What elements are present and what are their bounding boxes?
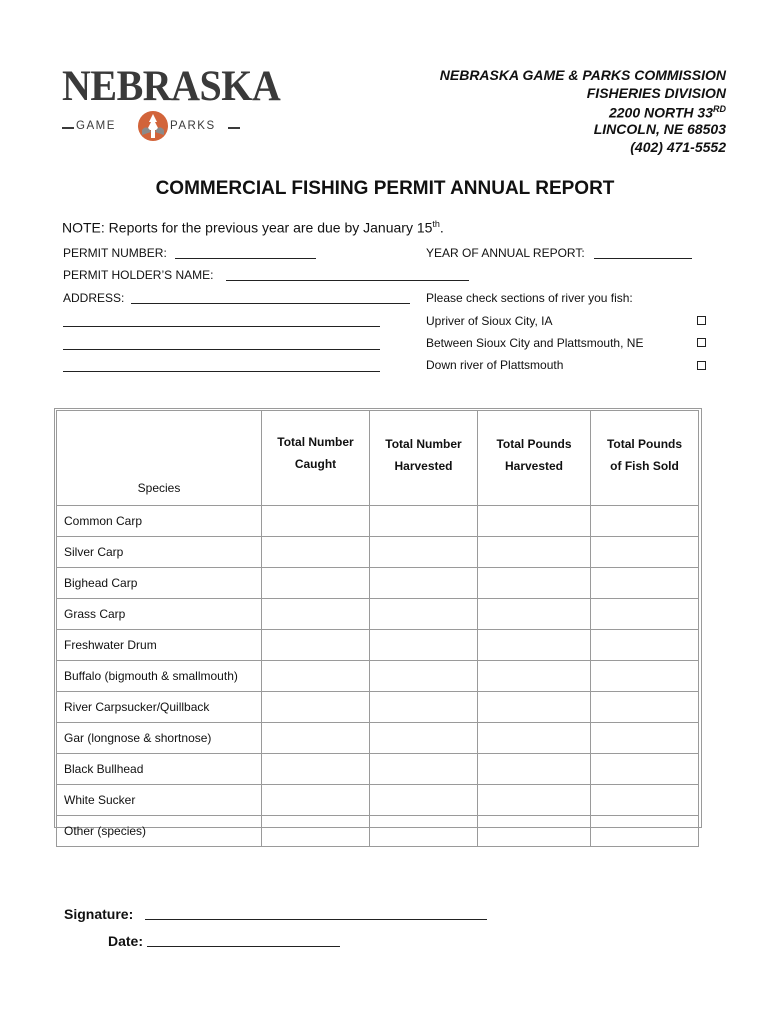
harvested-cell[interactable] [370, 661, 478, 692]
pounds-harvested-cell[interactable] [478, 506, 591, 537]
permit-number-label: PERMIT NUMBER: [63, 246, 167, 260]
address-field-line-3[interactable] [63, 349, 380, 350]
logo-parks-text: PARKS [170, 120, 216, 132]
species-cell: Grass Carp [57, 599, 262, 630]
col-header-pounds-sold [591, 411, 699, 506]
col-header-pounds-harvested-line1: Total Pounds [496, 437, 572, 451]
species-cell: Bighead Carp [57, 568, 262, 599]
harvested-cell[interactable] [370, 754, 478, 785]
species-cell: Other (species) [57, 816, 262, 847]
harvest-table [56, 410, 699, 847]
river-option-label: Upriver of Sioux City, IA [426, 314, 553, 328]
pounds-sold-cell[interactable] [591, 816, 699, 847]
species-cell: White Sucker [57, 785, 262, 816]
river-option-label: Down river of Plattsmouth [426, 358, 564, 372]
river-option-checkbox[interactable] [697, 316, 706, 325]
col-header-species: Species [57, 411, 262, 506]
species-cell: River Carpsucker/Quillback [57, 692, 262, 723]
caught-cell[interactable] [262, 692, 370, 723]
table-row [57, 723, 699, 754]
caught-cell[interactable] [262, 599, 370, 630]
pounds-harvested-cell[interactable] [478, 754, 591, 785]
river-prompt: Please check sections of river you fish: [426, 291, 633, 305]
col-header-harvested-line2: Harvested [394, 459, 453, 473]
caught-cell[interactable] [262, 537, 370, 568]
header-org: NEBRASKA GAME & PARKS COMMISSION [439, 67, 726, 83]
table-row [57, 785, 699, 816]
river-option-label: Between Sioux City and Plattsmouth, NE [426, 336, 644, 350]
holder-name-label: PERMIT HOLDER’S NAME: [63, 268, 214, 282]
pounds-harvested-cell[interactable] [478, 723, 591, 754]
header-street [609, 100, 726, 122]
pounds-sold-cell[interactable] [591, 785, 699, 816]
harvested-cell[interactable] [370, 723, 478, 754]
logo-game-text: GAME [76, 120, 116, 132]
harvested-cell[interactable] [370, 599, 478, 630]
col-header-harvested [370, 411, 478, 506]
year-field[interactable] [594, 258, 692, 259]
due-note-end: . [439, 219, 444, 236]
pounds-harvested-cell[interactable] [478, 599, 591, 630]
col-header-harvested-line1: Total Number [385, 437, 462, 451]
address-field-line-4[interactable] [63, 371, 380, 372]
harvested-cell[interactable] [370, 537, 478, 568]
table-row [57, 568, 699, 599]
table-row [57, 692, 699, 723]
pounds-sold-cell[interactable] [591, 723, 699, 754]
col-header-pounds-harvested [478, 411, 591, 506]
table-row [57, 599, 699, 630]
header-division: FISHERIES DIVISION [586, 85, 726, 101]
species-cell: Freshwater Drum [57, 630, 262, 661]
address-field-line-2[interactable] [63, 326, 380, 327]
header-phone: (402) 471-5552 [630, 139, 726, 155]
pounds-harvested-cell[interactable] [478, 661, 591, 692]
table-header-row [57, 411, 699, 506]
pounds-sold-cell[interactable] [591, 568, 699, 599]
col-header-caught [262, 411, 370, 506]
pounds-sold-cell[interactable] [591, 630, 699, 661]
pounds-sold-cell[interactable] [591, 692, 699, 723]
pounds-harvested-cell[interactable] [478, 816, 591, 847]
page-title: COMMERCIAL FISHING PERMIT ANNUAL REPORT [155, 178, 615, 199]
pounds-sold-cell[interactable] [591, 754, 699, 785]
due-note-text: NOTE: Reports for the previous year are due by January 15 [62, 219, 433, 236]
signature-field[interactable] [145, 919, 487, 920]
logo-dash-left [62, 127, 74, 129]
pounds-sold-cell[interactable] [591, 599, 699, 630]
address-field-line-1[interactable] [131, 303, 410, 304]
caught-cell[interactable] [262, 661, 370, 692]
river-option-checkbox[interactable] [697, 338, 706, 347]
permit-number-field[interactable] [175, 258, 316, 259]
table-row [57, 537, 699, 568]
caught-cell[interactable] [262, 506, 370, 537]
harvested-cell[interactable] [370, 506, 478, 537]
pounds-harvested-cell[interactable] [478, 785, 591, 816]
date-label: Date: [108, 933, 144, 949]
pounds-harvested-cell[interactable] [478, 537, 591, 568]
table-row [57, 816, 699, 847]
holder-name-field[interactable] [226, 280, 469, 281]
nebraska-game-parks-logo [62, 60, 281, 142]
harvested-cell[interactable] [370, 785, 478, 816]
header-street-sup: RD [713, 104, 726, 114]
col-header-caught-line2: Caught [294, 457, 337, 471]
table-row [57, 630, 699, 661]
table-row [57, 506, 699, 537]
logo-emblem-icon [137, 110, 169, 142]
harvested-cell[interactable] [370, 630, 478, 661]
species-cell: Silver Carp [57, 537, 262, 568]
due-note [62, 219, 444, 236]
pounds-harvested-cell[interactable] [478, 692, 591, 723]
species-cell: Black Bullhead [57, 754, 262, 785]
logo-dash-right [228, 127, 240, 129]
species-cell: Common Carp [57, 506, 262, 537]
caught-cell[interactable] [262, 630, 370, 661]
caught-cell[interactable] [262, 816, 370, 847]
col-header-pounds-harvested-line2: Harvested [504, 459, 564, 473]
pounds-sold-cell[interactable] [591, 537, 699, 568]
logo-subline [62, 110, 244, 142]
pounds-harvested-cell[interactable] [478, 568, 591, 599]
harvested-cell[interactable] [370, 692, 478, 723]
year-label: YEAR OF ANNUAL REPORT: [426, 246, 585, 260]
address-label: ADDRESS: [63, 291, 125, 305]
caught-cell[interactable] [262, 723, 370, 754]
col-header-caught-line1: Total Number [277, 435, 354, 449]
signature-label: Signature: [64, 906, 134, 922]
caught-cell[interactable] [262, 568, 370, 599]
date-field[interactable] [147, 946, 340, 947]
species-cell: Gar (longnose & shortnose) [57, 723, 262, 754]
col-header-pounds-sold-line2: of Fish Sold [610, 459, 679, 473]
harvested-cell[interactable] [370, 816, 478, 847]
harvested-cell[interactable] [370, 568, 478, 599]
header-street-text: 2200 NORTH 33 [608, 104, 713, 121]
river-option-checkbox[interactable] [697, 361, 706, 370]
caught-cell[interactable] [262, 785, 370, 816]
species-cell: Buffalo (bigmouth & smallmouth) [57, 661, 262, 692]
caught-cell[interactable] [262, 754, 370, 785]
table-row [57, 661, 699, 692]
header-city: LINCOLN, NE 68503 [593, 121, 726, 137]
logo-wordmark: NEBRASKA [62, 60, 281, 110]
pounds-harvested-cell[interactable] [478, 630, 591, 661]
col-header-pounds-sold-line1: Total Pounds [606, 437, 683, 451]
pounds-sold-cell[interactable] [591, 506, 699, 537]
pounds-sold-cell[interactable] [591, 661, 699, 692]
table-row [57, 754, 699, 785]
due-note-sup: th [432, 219, 440, 229]
